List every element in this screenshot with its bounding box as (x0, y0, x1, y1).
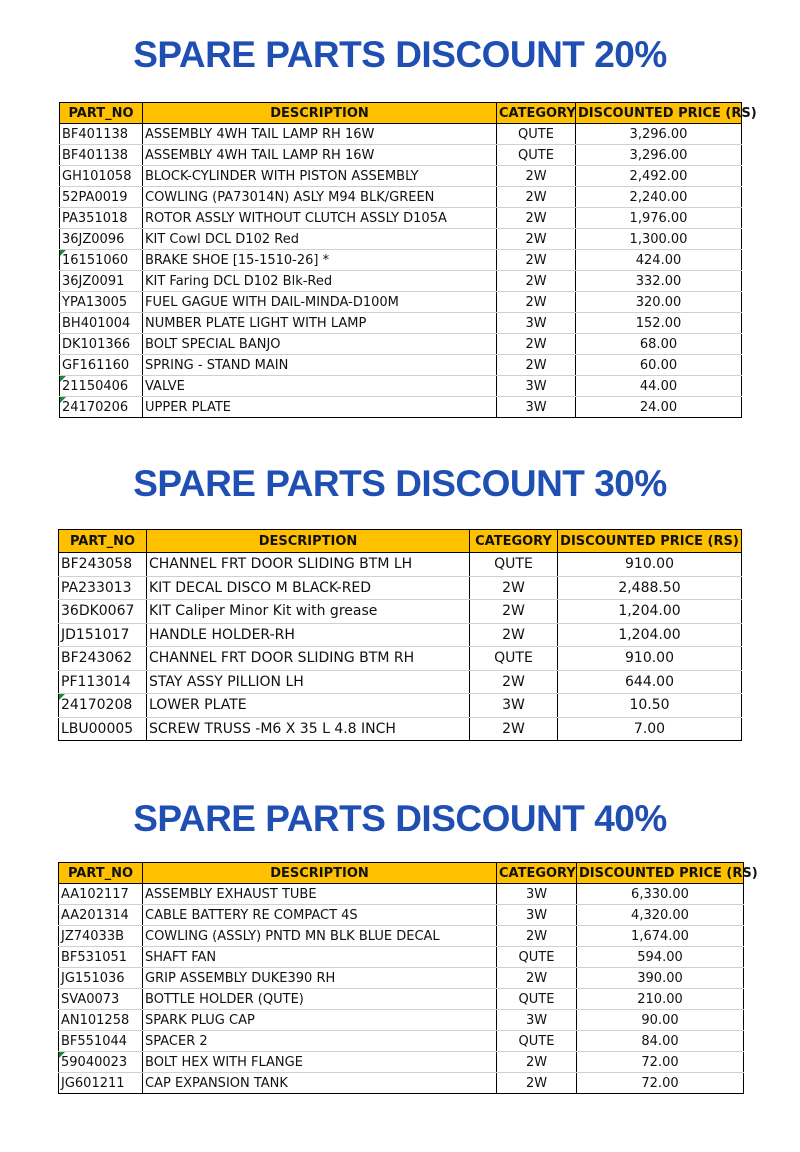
table-row (60, 334, 742, 355)
part-cell: GH101058 (60, 166, 143, 187)
price-cell: 2,492.00 (576, 166, 742, 187)
category-cell: 2W (497, 208, 576, 229)
price-cell: 1,674.00 (577, 926, 744, 947)
category-cell: 2W (497, 926, 577, 947)
description-cell: ROTOR ASSLY WITHOUT CLUTCH ASSLY D105A (143, 208, 497, 229)
table-row (59, 694, 742, 718)
table-row (60, 250, 742, 271)
section-title-40: SPARE PARTS DISCOUNT 40% (133, 798, 667, 839)
category-cell: 2W (470, 576, 558, 600)
price-cell: 84.00 (577, 1031, 744, 1052)
part-cell: 24170206 (60, 397, 143, 418)
description-cell: KIT DECAL DISCO M BLACK-RED (147, 576, 470, 600)
table-row (59, 1073, 744, 1094)
part-cell: BF531051 (59, 947, 143, 968)
part-cell: PA351018 (60, 208, 143, 229)
part-cell: AN101258 (59, 1010, 143, 1031)
category-cell: QUTE (470, 647, 558, 671)
table-row (60, 292, 742, 313)
table-row (60, 208, 742, 229)
description-cell: SPACER 2 (143, 1031, 497, 1052)
header-discounted-price: DISCOUNTED PRICE (RS) (558, 530, 742, 553)
parts-table-30 (58, 529, 742, 741)
category-cell: 3W (497, 884, 577, 905)
category-cell: 2W (497, 271, 576, 292)
price-cell: 152.00 (576, 313, 742, 334)
section-title-30: SPARE PARTS DISCOUNT 30% (133, 463, 667, 504)
price-cell: 644.00 (558, 670, 742, 694)
price-cell: 3,296.00 (576, 145, 742, 166)
header-description: DESCRIPTION (143, 103, 497, 124)
price-cell: 90.00 (577, 1010, 744, 1031)
table-row (59, 905, 744, 926)
category-cell: 2W (470, 623, 558, 647)
description-cell: NUMBER PLATE LIGHT WITH LAMP (143, 313, 497, 334)
part-cell: 36JZ0096 (60, 229, 143, 250)
part-cell: AA102117 (59, 884, 143, 905)
category-cell: 2W (497, 292, 576, 313)
table-row (59, 884, 744, 905)
part-cell: 16151060 (60, 250, 143, 271)
table-row (59, 926, 744, 947)
table-row (59, 968, 744, 989)
table-row (59, 989, 744, 1010)
price-cell: 4,320.00 (577, 905, 744, 926)
category-cell: 2W (497, 1073, 577, 1094)
table-row (60, 145, 742, 166)
table-row (59, 647, 742, 671)
description-cell: COWLING (ASSLY) PNTD MN BLK BLUE DECAL (143, 926, 497, 947)
description-cell: FUEL GAGUE WITH DAIL-MINDA-D100M (143, 292, 497, 313)
category-cell: 2W (497, 187, 576, 208)
price-cell: 2,488.50 (558, 576, 742, 600)
price-cell: 3,296.00 (576, 124, 742, 145)
part-cell: BF243058 (59, 553, 147, 577)
category-cell: QUTE (470, 553, 558, 577)
price-cell: 2,240.00 (576, 187, 742, 208)
description-cell: ASSEMBLY 4WH TAIL LAMP RH 16W (143, 145, 497, 166)
header-description: DESCRIPTION (147, 530, 470, 553)
table-row (59, 1052, 744, 1073)
price-cell: 44.00 (576, 376, 742, 397)
description-cell: SPRING - STAND MAIN (143, 355, 497, 376)
price-cell: 10.50 (558, 694, 742, 718)
table-row (60, 355, 742, 376)
header-discounted-price: DISCOUNTED PRICE (RS) (576, 103, 742, 124)
description-cell: SPARK PLUG CAP (143, 1010, 497, 1031)
price-cell: 68.00 (576, 334, 742, 355)
part-cell: BF401138 (60, 124, 143, 145)
description-cell: BLOCK-CYLINDER WITH PISTON ASSEMBLY (143, 166, 497, 187)
description-cell: CHANNEL FRT DOOR SLIDING BTM RH (147, 647, 470, 671)
table-row (60, 229, 742, 250)
price-cell: 332.00 (576, 271, 742, 292)
part-cell: DK101366 (60, 334, 143, 355)
table-header-row (59, 863, 744, 884)
price-cell: 910.00 (558, 647, 742, 671)
table-header-row (59, 530, 742, 553)
description-cell: UPPER PLATE (143, 397, 497, 418)
table-row (60, 187, 742, 208)
part-cell: 36DK0067 (59, 600, 147, 624)
category-cell: 2W (497, 968, 577, 989)
part-cell: 24170208 (59, 694, 147, 718)
category-cell: 3W (497, 1010, 577, 1031)
part-cell: SVA0073 (59, 989, 143, 1010)
price-cell: 1,300.00 (576, 229, 742, 250)
description-cell: GRIP ASSEMBLY DUKE390 RH (143, 968, 497, 989)
part-cell: 21150406 (60, 376, 143, 397)
category-cell: 2W (470, 600, 558, 624)
category-cell: 2W (470, 717, 558, 741)
description-cell: CHANNEL FRT DOOR SLIDING BTM LH (147, 553, 470, 577)
description-cell: LOWER PLATE (147, 694, 470, 718)
table-row (59, 947, 744, 968)
description-cell: STAY ASSY PILLION LH (147, 670, 470, 694)
table-row (59, 717, 742, 741)
category-cell: 2W (497, 1052, 577, 1073)
table-row (60, 397, 742, 418)
category-cell: QUTE (497, 1031, 577, 1052)
description-cell: BOLT SPECIAL BANJO (143, 334, 497, 355)
price-cell: 320.00 (576, 292, 742, 313)
description-cell: COWLING (PA73014N) ASLY M94 BLK/GREEN (143, 187, 497, 208)
header-category: CATEGORY (470, 530, 558, 553)
category-cell: 2W (497, 334, 576, 355)
price-cell: 210.00 (577, 989, 744, 1010)
price-cell: 6,330.00 (577, 884, 744, 905)
description-cell: ASSEMBLY EXHAUST TUBE (143, 884, 497, 905)
price-cell: 424.00 (576, 250, 742, 271)
category-cell: QUTE (497, 989, 577, 1010)
table-row (59, 623, 742, 647)
part-cell: 52PA0019 (60, 187, 143, 208)
table-row (59, 553, 742, 577)
description-cell: BOLT HEX WITH FLANGE (143, 1052, 497, 1073)
price-cell: 24.00 (576, 397, 742, 418)
category-cell: 3W (470, 694, 558, 718)
part-cell: BF401138 (60, 145, 143, 166)
category-cell: QUTE (497, 947, 577, 968)
category-cell: 2W (497, 229, 576, 250)
part-cell: JZ74033B (59, 926, 143, 947)
table-row (59, 670, 742, 694)
part-cell: PF113014 (59, 670, 147, 694)
part-cell: JG601211 (59, 1073, 143, 1094)
header-part-no: PART_NO (59, 530, 147, 553)
header-discounted-price: DISCOUNTED PRICE (RS) (577, 863, 744, 884)
table-row (59, 600, 742, 624)
table-row (60, 166, 742, 187)
part-cell: BH401004 (60, 313, 143, 334)
table-row (60, 271, 742, 292)
part-cell: 59040023 (59, 1052, 143, 1073)
description-cell: CAP EXPANSION TANK (143, 1073, 497, 1094)
table-row (60, 124, 742, 145)
price-cell: 72.00 (577, 1052, 744, 1073)
part-cell: BF243062 (59, 647, 147, 671)
description-cell: BOTTLE HOLDER (QUTE) (143, 989, 497, 1010)
table-row (60, 313, 742, 334)
description-cell: ASSEMBLY 4WH TAIL LAMP RH 16W (143, 124, 497, 145)
table-row (59, 1031, 744, 1052)
header-category: CATEGORY (497, 863, 577, 884)
category-cell: 3W (497, 397, 576, 418)
price-cell: 1,204.00 (558, 623, 742, 647)
part-cell: BF551044 (59, 1031, 143, 1052)
price-cell: 1,976.00 (576, 208, 742, 229)
price-cell: 60.00 (576, 355, 742, 376)
parts-table-20 (59, 102, 757, 418)
description-cell: KIT Faring DCL D102 Blk-Red (143, 271, 497, 292)
parts-table-40 (58, 862, 758, 1094)
description-cell: BRAKE SHOE [15-1510-26] * (143, 250, 497, 271)
category-cell: 3W (497, 376, 576, 397)
table-row (59, 1010, 744, 1031)
section-title-20: SPARE PARTS DISCOUNT 20% (133, 34, 667, 75)
description-cell: KIT Caliper Minor Kit with grease (147, 600, 470, 624)
price-cell: 594.00 (577, 947, 744, 968)
part-cell: AA201314 (59, 905, 143, 926)
description-cell: SHAFT FAN (143, 947, 497, 968)
part-cell: JD151017 (59, 623, 147, 647)
price-cell: 1,204.00 (558, 600, 742, 624)
category-cell: QUTE (497, 145, 576, 166)
price-cell: 910.00 (558, 553, 742, 577)
price-cell: 390.00 (577, 968, 744, 989)
part-cell: LBU00005 (59, 717, 147, 741)
description-cell: SCREW TRUSS -M6 X 35 L 4.8 INCH (147, 717, 470, 741)
category-cell: QUTE (497, 124, 576, 145)
price-cell: 7.00 (558, 717, 742, 741)
part-cell: GF161160 (60, 355, 143, 376)
category-cell: 3W (497, 905, 577, 926)
price-cell: 72.00 (577, 1073, 744, 1094)
header-part-no: PART_NO (59, 863, 143, 884)
description-cell: KIT Cowl DCL D102 Red (143, 229, 497, 250)
category-cell: 2W (497, 166, 576, 187)
part-cell: JG151036 (59, 968, 143, 989)
category-cell: 2W (470, 670, 558, 694)
category-cell: 2W (497, 250, 576, 271)
part-cell: 36JZ0091 (60, 271, 143, 292)
header-description: DESCRIPTION (143, 863, 497, 884)
part-cell: YPA13005 (60, 292, 143, 313)
table-row (60, 376, 742, 397)
description-cell: HANDLE HOLDER-RH (147, 623, 470, 647)
header-category: CATEGORY (497, 103, 576, 124)
part-cell: PA233013 (59, 576, 147, 600)
category-cell: 3W (497, 313, 576, 334)
category-cell: 2W (497, 355, 576, 376)
description-cell: VALVE (143, 376, 497, 397)
description-cell: CABLE BATTERY RE COMPACT 4S (143, 905, 497, 926)
table-header-row (60, 103, 742, 124)
table-row (59, 576, 742, 600)
header-part-no: PART_NO (60, 103, 143, 124)
